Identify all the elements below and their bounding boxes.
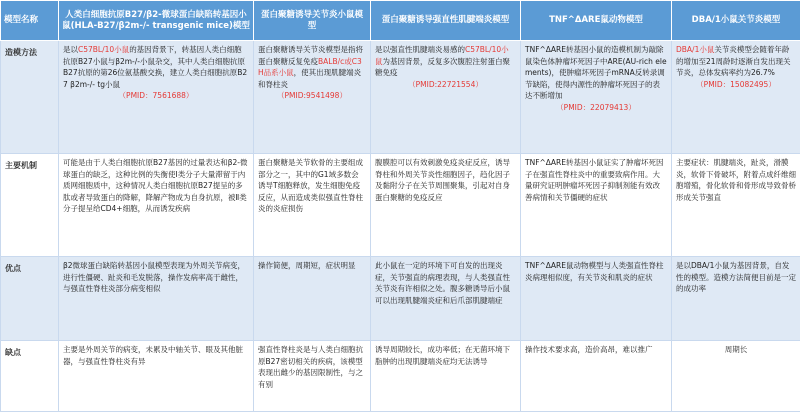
cell-text: 周期长 [672,341,800,412]
cell-text: 主要症状：肌腱端炎，趾炎，滑膜炎，软骨下骨破坏，附着点成纤维细胞增殖，骨化软骨和骨形成导致骨桥形成关节强直 [672,154,800,257]
pmid-label: （PMID：15082495） [676,79,796,91]
cell-text: 此小鼠在一定的环境下可自发的出现炎症，关节强直的病理表现，与人类强直性关节炎有许相似之处。腹多糖诱导后小鼠可以出现肌腱端炎症和后爪部肌腱端症 [371,257,521,341]
table-row-method [1,41,800,154]
cell-text: 主要是外周关节的病变，未累及中轴关节、眼及其他脏器，与强直性脊柱炎有异 [59,341,254,412]
table-row-disadvantages [1,341,800,412]
cell-text: 操作简便，周期短，症状明显 [254,257,371,341]
cell-text: 可能是由于人类白细胞抗原B27基因的过量表达和β2-微球蛋白的缺乏，这种比例的失衡使Ⅰ类分子大量滞留于内质网细胞质中，这种情况人类白细胞抗原B27提呈的多肽或者导致蛋白的降解，降解产物成为自身抗原，被Ⅱ类分子提呈给CD4+细胞，从而诱发疾病 [59,154,254,257]
pmid-label: （PMID：7561688） [63,90,249,102]
cell-text: 是以DBA/1小鼠为基因背景，自发性的模型。造模方法简便目前是一定的成功率 [672,257,800,341]
cell-text: 蛋白聚糖诱导关节炎模型是指将蛋白聚糖反复免疫BALB/c或C3H品系小鼠，使其出现肌腱端炎和脊柱炎 （PMID:9541498） [254,41,371,154]
header-model-name: 模型名称 [1,1,59,41]
cell-text: 蛋白聚糖是关节软骨的主要组成部分之一，其中的G1域多数会诱导T细胞释放，发生细胞免疫反应，从而造成类似强直性脊柱炎的炎症损伤 [254,154,371,257]
cell-text: 是以C57BL/10小鼠的基因背景下，转基因人类白细胞抗原B27小鼠与β2m-/-小鼠杂交，其中人类白细胞抗原B27抗原的第26位氨基酸交换，建立人类白细胞抗原B27 β2m-/- tg小鼠 （PMID：7561688） [59,41,254,154]
row-label: 主要机制 [1,154,59,257]
cell-text: 操作技术要求高，造价高昂，难以推广 [521,341,672,412]
table-row-advantages [1,257,800,341]
header-proteoglycan-enthesitis: 蛋白聚糖诱导强直性肌腱端炎模型 [371,1,521,41]
cell-text: TNF^ΔARE鼠动物模型与人类强直性脊柱炎病理相似度，有关节炎和肌炎的症状 [521,257,672,341]
header-row [1,1,800,41]
pmid-label: （PMID：22079413） [525,102,667,114]
cell-text: 诱导周期较长，成功率低；在无菌环境下脂肿的出现肌腱端炎症均无法诱导 [371,341,521,412]
header-hla-b27: 人类白细胞抗原B27/β2-微球蛋白缺陷转基因小鼠(HLA-B27/β2m-/- transgenic mice)模型 [59,1,254,41]
cell-text: 强直性脊柱炎是与人类白细胞抗原B27密切相关的疾病，该模型表现出雌少的基因限制性，与之有别 [254,341,371,412]
cell-text: TNF^ΔARE转基因小鼠的造模机制为敲除鼠染色体肿瘤坏死因子中ARE(AU-rich elements)，使肿瘤坏死因子mRNA反转录调节缺陷，使得内源性的肿瘤坏死因子的表达不断增加 （PMID：22079413） [521,41,672,154]
row-label: 优点 [1,257,59,341]
cell-text: TNF^ΔARE转基因小鼠证实了肿瘤坏死因子在强直性脊柱炎中的重要致病作用。大量研究证明肿瘤坏死因子抑制剂能有效改善病情和关节僵硬的症状 [521,154,672,257]
cell-text: DBA/1小鼠关节炎模型会随着年龄的增加至21周龄时逐渐自发出现关节炎，总体发病率约为26.7% （PMID：15082495） [672,41,800,154]
header-tnf-are: TNF^ΔARE鼠动物模型 [521,1,672,41]
cell-text: 腹膜腔可以有效刺激免疫炎症反应，诱导脊柱和外周关节炎性细胞因子，趋化因子及黏附分子在关节周围聚集，引起对自身蛋白聚糖的免疫反应 [371,154,521,257]
table-row-mechanism [1,154,800,257]
pmid-label: （PMID:9541498） [258,90,366,102]
cell-text: β2微球蛋白缺陷转基因小鼠模型表现为外周关节病变，进行性僵硬、趾炎和毛发脱落，操作发病率高于雌性，与强直性脊柱炎部分病变相似 [59,257,254,341]
cell-text: 是以强直性肌腱端炎易感的C57BL/10小鼠为基因背景，反复多次腹腔注射蛋白聚糖免疫 （PMID:22721554） [371,41,521,154]
row-label: 造模方法 [1,41,59,154]
header-proteoglycan-arthritis: 蛋白聚糖诱导关节炎小鼠模型 [254,1,371,41]
header-dba1: DBA/1小鼠关节炎模型 [672,1,800,41]
pmid-label: （PMID:22721554） [375,79,516,91]
row-label: 缺点 [1,341,59,412]
